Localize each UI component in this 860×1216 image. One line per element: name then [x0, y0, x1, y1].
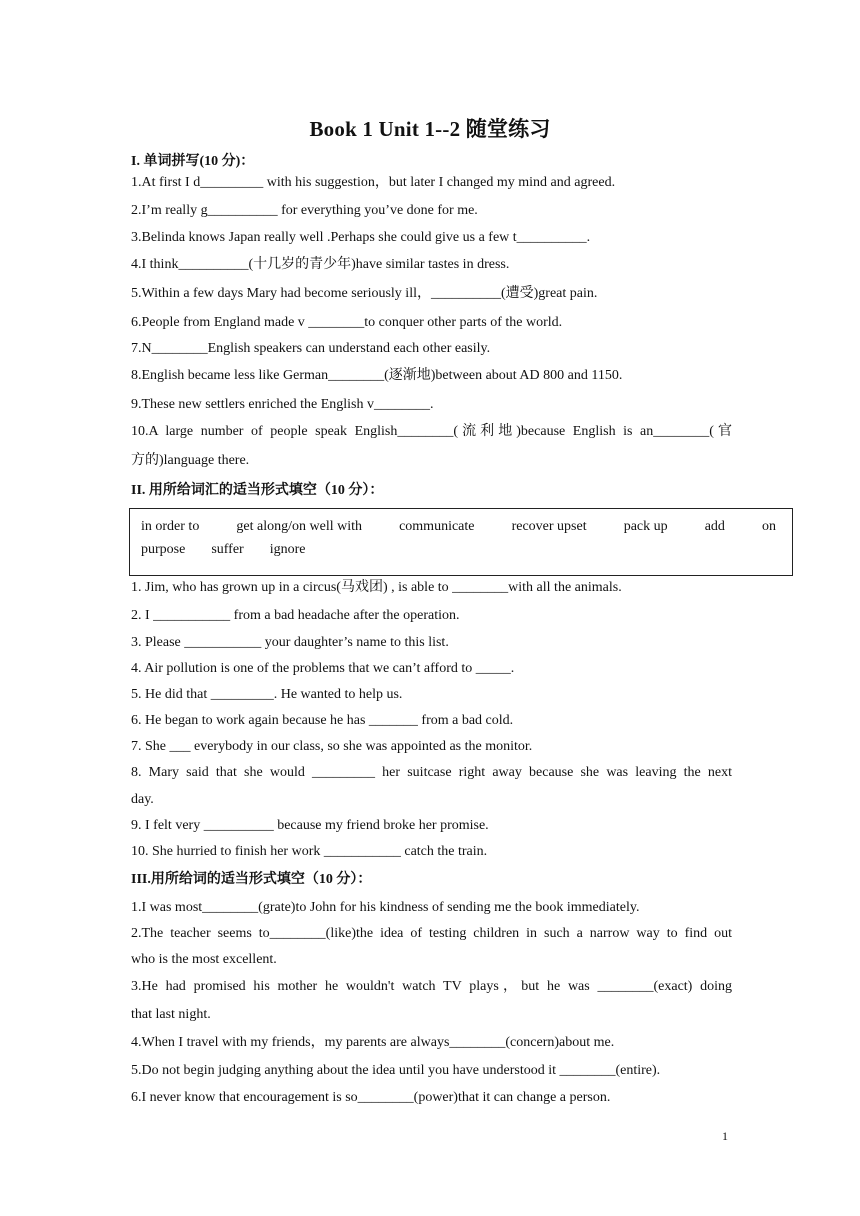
s2-item-6: 6. He began to work again because he has _______ from a bad cold. [131, 713, 514, 728]
s1-item-4: 4.I think__________(十几岁的青少年)have similar tastes in dress. [131, 257, 510, 272]
s1-item-10-line-2: 方的)language there. [131, 453, 250, 468]
s2-item-4: 4. Air pollution is one of the problems that we can’t afford to _____. [131, 661, 515, 676]
s3-item-4: 4.When I travel with my friends，my parents are always________(concern)about me. [131, 1035, 615, 1050]
section-1-heading: I. 单词拼写(10 分)： [131, 154, 255, 169]
word-bank-item: recover upset [511, 519, 587, 534]
word-bank-item: on [762, 519, 776, 534]
s2-item-2: 2. I ___________ from a bad headache after the operation. [131, 608, 460, 623]
word-bank-item: pack up [623, 519, 668, 534]
section-2-heading: II. 用所给词汇的适当形式填空（10 分）： [131, 483, 384, 498]
word-bank-row-2 [141, 541, 776, 559]
s2-item-8-line-2: day. [131, 792, 154, 807]
s3-item-2-line-1: 2.The teacher seems to________(like)the idea of testing children in such a narrow way to find out [131, 926, 732, 941]
s1-item-10-line-1: 10.A large number of people speak English________(流利地)because English is an________(官 [131, 424, 732, 439]
s1-item-2: 2.I’m really g__________ for everything you’ve done for me. [131, 203, 478, 218]
s3-item-3-line-2: that last night. [131, 1007, 211, 1022]
s2-item-5: 5. He did that _________. He wanted to help us. [131, 687, 403, 702]
word-bank-item: get along/on well with [236, 519, 362, 534]
s2-item-10: 10. She hurried to finish her work ___________ catch the train. [131, 844, 488, 859]
s3-item-3-line-1: 3.He had promised his mother he wouldn't watch TV plays，but he was ________(exact) doing [131, 979, 732, 994]
word-bank-item: add [704, 519, 725, 534]
s1-item-8: 8.English became less like German________(逐渐地)between about AD 800 and 1150. [131, 368, 623, 383]
s1-item-1: 1.At first I d_________ with his suggestion，but later I changed my mind and agreed. [131, 175, 616, 190]
s3-item-6: 6.I never know that encouragement is so________(power)that it can change a person. [131, 1090, 611, 1105]
word-bank-item: in order to [141, 519, 200, 534]
word-bank-item: purpose [141, 542, 186, 557]
section-3-heading: III.用所给词的适当形式填空（10 分）： [131, 872, 372, 887]
s3-item-5: 5.Do not begin judging anything about the idea until you have understood it ________(entire). [131, 1063, 661, 1078]
s1-item-6: 6.People from England made v ________to conquer other parts of the world. [131, 315, 563, 330]
s1-item-9: 9.These new settlers enriched the English v________. [131, 397, 434, 412]
page-number: 1 [722, 1129, 728, 1143]
s3-item-1: 1.I was most________(grate)to John for his kindness of sending me the book immediately. [131, 900, 640, 915]
s1-item-3: 3.Belinda knows Japan really well .Perhaps she could give us a few t__________. [131, 230, 591, 245]
s1-item-7: 7.N________English speakers can understand each other easily. [131, 341, 491, 356]
word-bank-row-1 [141, 518, 776, 536]
s2-item-1: 1. Jim, who has grown up in a circus(马戏团) , is able to ________with all the animals. [131, 580, 622, 595]
s2-item-7: 7. She ___ everybody in our class, so she was appointed as the monitor. [131, 739, 533, 754]
page-title: Book 1 Unit 1--2 随堂练习 [309, 117, 551, 141]
word-bank-item: suffer [211, 542, 244, 557]
s3-item-2-line-2: who is the most excellent. [131, 952, 277, 967]
s1-item-5: 5.Within a few days Mary had become seriously ill，__________(遭受)great pain. [131, 286, 598, 301]
word-bank-item: communicate [399, 519, 475, 534]
s2-item-9: 9. I felt very __________ because my friend broke her promise. [131, 818, 489, 833]
s2-item-3: 3. Please ___________ your daughter’s name to this list. [131, 635, 449, 650]
word-bank-item: ignore [269, 542, 306, 557]
word-bank-box [129, 508, 793, 576]
s2-item-8-line-1: 8. Mary said that she would _________ her suitcase right away because she was leaving the next [131, 765, 732, 780]
